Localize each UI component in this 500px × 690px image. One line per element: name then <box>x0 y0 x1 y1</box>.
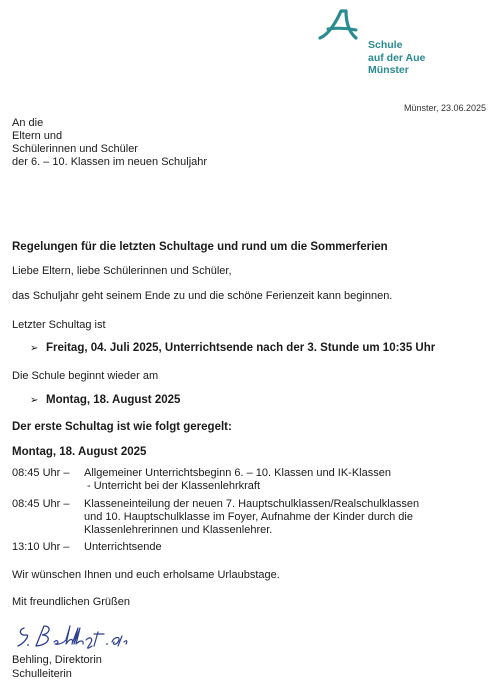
school-logo-text <box>368 39 425 77</box>
schedule-line: - Unterricht bei der Klassenlehrkraft <box>87 480 261 492</box>
schedule-description <box>84 541 162 554</box>
last-day-label: Letzter Schultag ist <box>12 319 106 331</box>
schedule-description <box>84 467 391 493</box>
schedule-description <box>84 498 419 537</box>
arrow-bullet-icon: ➢ <box>30 343 39 354</box>
wishes-paragraph: Wir wünschen Ihnen und euch erholsame Urlaubstage. <box>12 569 280 581</box>
schedule-line: Klassenlehrerinnen und Klassenlehrer. <box>84 524 273 536</box>
school-logo-icon <box>316 8 360 46</box>
first-day-heading: Der erste Schultag ist wie folgt geregelt: <box>12 421 232 433</box>
handwritten-signature <box>14 620 154 650</box>
restart-label: Die Schule beginnt wieder am <box>12 370 159 382</box>
address-line: Eltern und <box>12 130 63 142</box>
schedule-line: Klasseneinteilung der neuen 7. Hauptschulklassen/Realschulklassen <box>84 498 420 510</box>
letter-date: Münster, 23.06.2025 <box>403 103 486 113</box>
recipient-address <box>12 117 207 169</box>
signature-name: Behling, Direktorin <box>12 654 102 666</box>
schedule-time: 08:45 Uhr – <box>12 467 70 479</box>
first-day-date: Montag, 18. August 2025 <box>12 446 147 458</box>
address-line: An die <box>12 117 44 129</box>
schedule-time: 13:10 Uhr – <box>12 541 70 553</box>
schedule-time: 08:45 Uhr – <box>12 498 70 510</box>
address-line: Schülerinnen und Schüler <box>12 143 138 155</box>
logo-line-2: auf der Aue <box>368 51 426 64</box>
signature-role: Schulleiterin <box>12 668 72 680</box>
salutation: Liebe Eltern, liebe Schülerinnen und Schüler, <box>12 265 232 277</box>
logo-line-3: Münster <box>368 64 409 76</box>
intro-paragraph: das Schuljahr geht seinem Ende zu und die schöne Ferienzeit kann beginnen. <box>12 290 393 302</box>
address-line: der 6. – 10. Klassen im neuen Schuljahr <box>12 156 208 168</box>
last-day-value: Freitag, 04. Juli 2025, Unterrichtsende nach der 3. Stunde um 10:35 Uhr <box>46 342 436 354</box>
logo-line-1: Schule <box>368 39 403 51</box>
restart-value: Montag, 18. August 2025 <box>46 394 181 406</box>
schedule-line: und 10. Hauptschulklasse im Foyer, Aufnahme der Kinder durch die <box>84 511 413 523</box>
letter-heading: Regelungen für die letzten Schultage und rund um die Sommerferien <box>12 241 388 253</box>
restart-item <box>30 394 180 406</box>
schedule-line: Unterrichtsende <box>84 541 162 553</box>
schedule-line: Allgemeiner Unterrichtsbeginn 6. – 10. Klassen und IK-Klassen <box>84 467 391 479</box>
last-day-item <box>30 342 435 354</box>
closing: Mit freundlichen Grüßen <box>12 596 130 608</box>
arrow-bullet-icon: ➢ <box>30 395 39 406</box>
